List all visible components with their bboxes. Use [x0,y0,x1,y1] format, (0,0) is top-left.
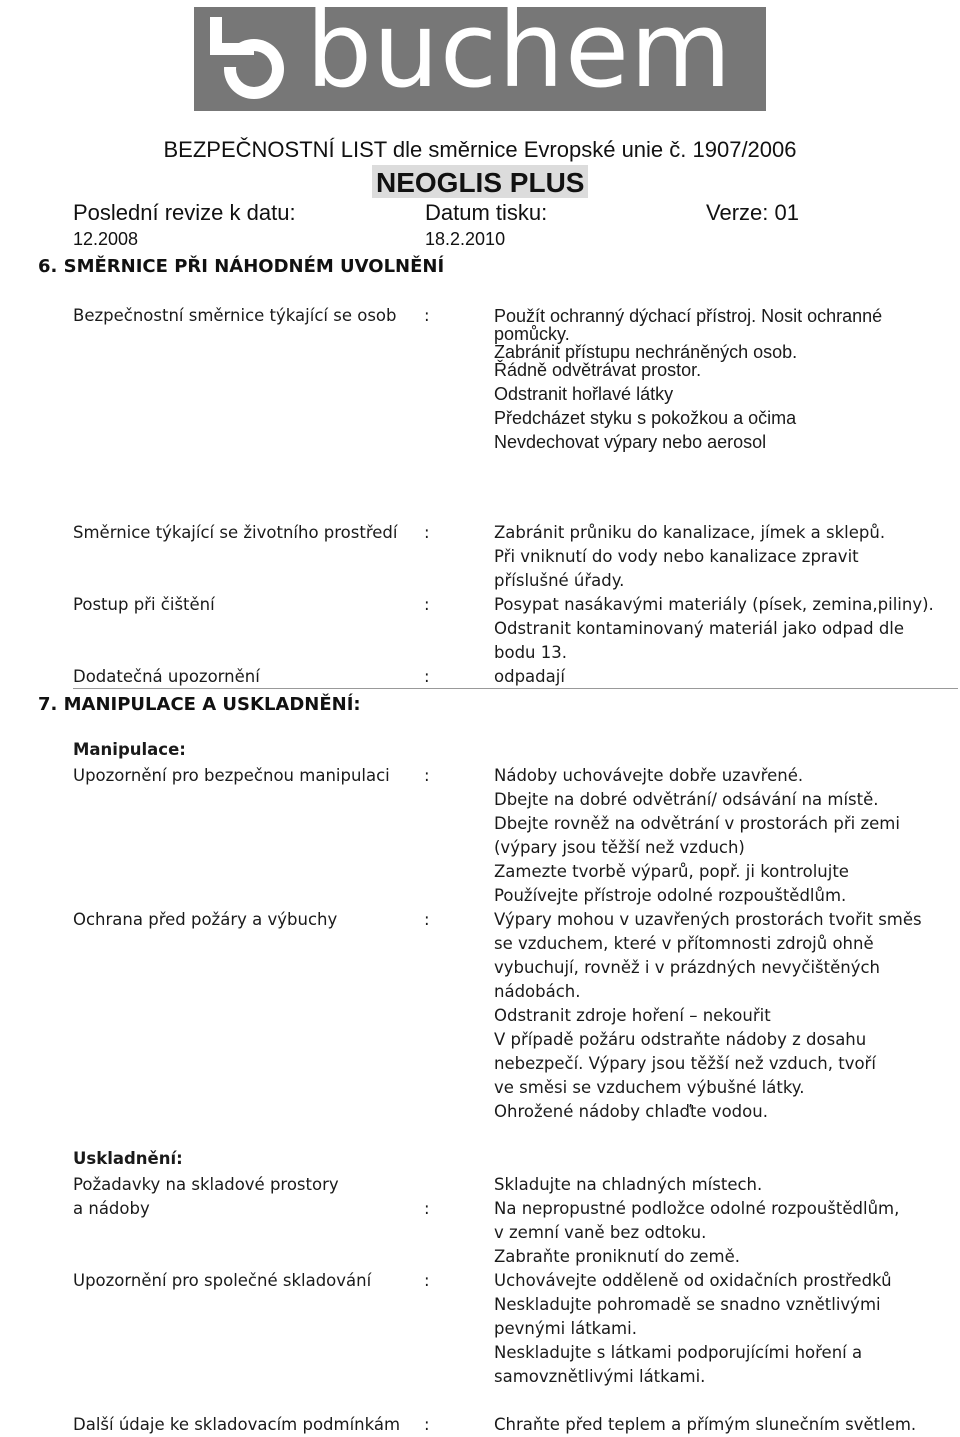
text-line: Dbejte rovněž na odvětrání v prostorách při zemi [494,814,900,833]
colon: : [424,766,430,785]
environmental-precautions-label: Směrnice týkající se životního prostředí [73,523,398,542]
text-line: Odstranit kontaminovaný materiál jako odpad dle [494,619,905,638]
product-name: NEOGLIS PLUS [372,165,588,198]
text-line: Na nepropustné podložce odolné rozpouštědlům, [494,1199,900,1218]
section-6-title: 6. SMĚRNICE PŘI NÁHODNÉM UVOLNĚNÍ [38,256,445,277]
fire-protection-value [494,908,954,1124]
colon: : [424,1199,430,1218]
colon: : [424,667,430,686]
safe-handling-label: Upozornění pro bezpečnou manipulaci [73,766,390,785]
section-7-title: 7. MANIPULACE A USKLADNĚNÍ: [38,694,361,715]
colon: : [424,306,430,325]
document-title: BEZPEČNOSTNÍ LIST dle směrnice Evropské unie č. 1907/2006 [163,137,797,162]
additional-notes-value: odpadají [494,667,565,686]
cleanup-procedure-value [494,593,954,665]
fire-protection-label: Ochrana před požáry a výbuchy [73,910,338,929]
text-line: vybuchují, rovněž i v prázdných nevyčištěných [494,958,881,977]
text-line: samovznětlivými látkami. [494,1367,706,1386]
text-line: Neskladujte s látkami podporujícími hoření a [494,1343,863,1362]
storage-conditions-label: Další údaje ke skladovacím podmínkám [73,1415,401,1434]
personal-precautions-value [494,304,954,454]
text-line: Zabránit průniku do kanalizace, jímek a sklepů. [494,523,886,542]
text-line: V případě požáru odstraňte nádoby z dosahu [494,1030,867,1049]
revision-label: Poslední revize k datu: [73,200,296,225]
environmental-precautions-value [494,521,954,593]
storage-requirements-label [73,1173,339,1221]
storage-requirements-value [494,1173,954,1269]
text-line: Neskladujte pohromadě se snadno vznětlivými [494,1295,881,1314]
storage-heading: Uskladnění: [73,1149,183,1168]
text-line: Zamezte tvorbě výparů, popř. ji kontrolujte [494,862,849,881]
text-line: Skladujte na chladných místech. [494,1175,763,1194]
text-line: Uchovávejte odděleně od oxidačních prostředků [494,1271,892,1290]
text-line: bodu 13. [494,643,567,662]
text-line: Ohrožené nádoby chlaďte vodou. [494,1102,768,1121]
colon: : [424,1271,430,1290]
text-line: Požadavky na skladové prostory [73,1175,339,1194]
logo-wordmark: buchem [306,0,733,111]
cleanup-procedure-label: Postup při čištění [73,595,215,614]
joint-storage-value [494,1269,954,1389]
colon: : [424,595,430,614]
text-line: pevnými látkami. [494,1319,637,1338]
text-line: Předcházet styku s pokožkou a očima [494,408,797,428]
text-line: Výpary mohou v uzavřených prostorách tvořit směs [494,910,922,929]
text-line: Použít ochranný dýchací přístroj. Nosit ochranné [494,306,883,326]
colon: : [424,523,430,542]
text-line: ve směsi se vzduchem výbušné látky. [494,1078,805,1097]
colon: : [424,910,430,929]
joint-storage-label: Upozornění pro společné skladování [73,1271,372,1290]
handling-heading: Manipulace: [73,740,186,759]
text-line: Dbejte na dobré odvětrání/ odsávání na místě. [494,790,879,809]
text-line: nádobách. [494,982,581,1001]
colon: : [424,1415,430,1434]
text-line: a nádoby [73,1199,150,1218]
text-line: se vzduchem, které v přítomnosti zdrojů ohně [494,934,874,953]
buchem-logo [194,0,766,111]
safe-handling-value [494,764,954,908]
text-line: Odstranit hořlavé látky [494,384,674,404]
text-line: Řádně odvětrávat prostor. [494,360,702,380]
text-line: Nevdechovat výpary nebo aerosol [494,432,767,452]
print-date: 18.2.2010 [425,229,506,249]
text-line: příslušné úřady. [494,571,625,590]
text-line: (výpary jsou těžší než vzduch) [494,838,745,857]
text-line: Zabraňte proniknutí do země. [494,1247,741,1266]
print-date-label: Datum tisku: [425,200,548,225]
text-line: Posypat nasákavými materiály (písek, zemina,piliny). [494,595,934,614]
storage-conditions-value: Chraňte před teplem a přímým slunečním světlem. [494,1415,917,1434]
text-line: v zemní vaně bez odtoku. [494,1223,707,1242]
text-line: nebezpečí. Výpary jsou těžší než vzduch, tvoří [494,1054,876,1073]
text-line: Odstranit zdroje hoření – nekouřit [494,1006,771,1025]
text-line: Zabránit přístupu nechráněných osob. [494,342,798,362]
logo-mark-icon [194,7,306,111]
additional-notes-label: Dodatečná upozornění [73,667,260,686]
revision-date: 12.2008 [73,229,139,249]
text-line: Při vniknutí do vody nebo kanalizace zpravit [494,547,859,566]
version-label: Verze: 01 [706,200,799,225]
text-line: pomůcky. [494,324,570,344]
text-line: Používejte přístroje odolné rozpouštědlům. [494,886,847,905]
personal-precautions-label: Bezpečnostní směrnice týkající se osob [73,306,397,325]
text-line: Nádoby uchovávejte dobře uzavřené. [494,766,804,785]
section-divider [73,688,958,689]
